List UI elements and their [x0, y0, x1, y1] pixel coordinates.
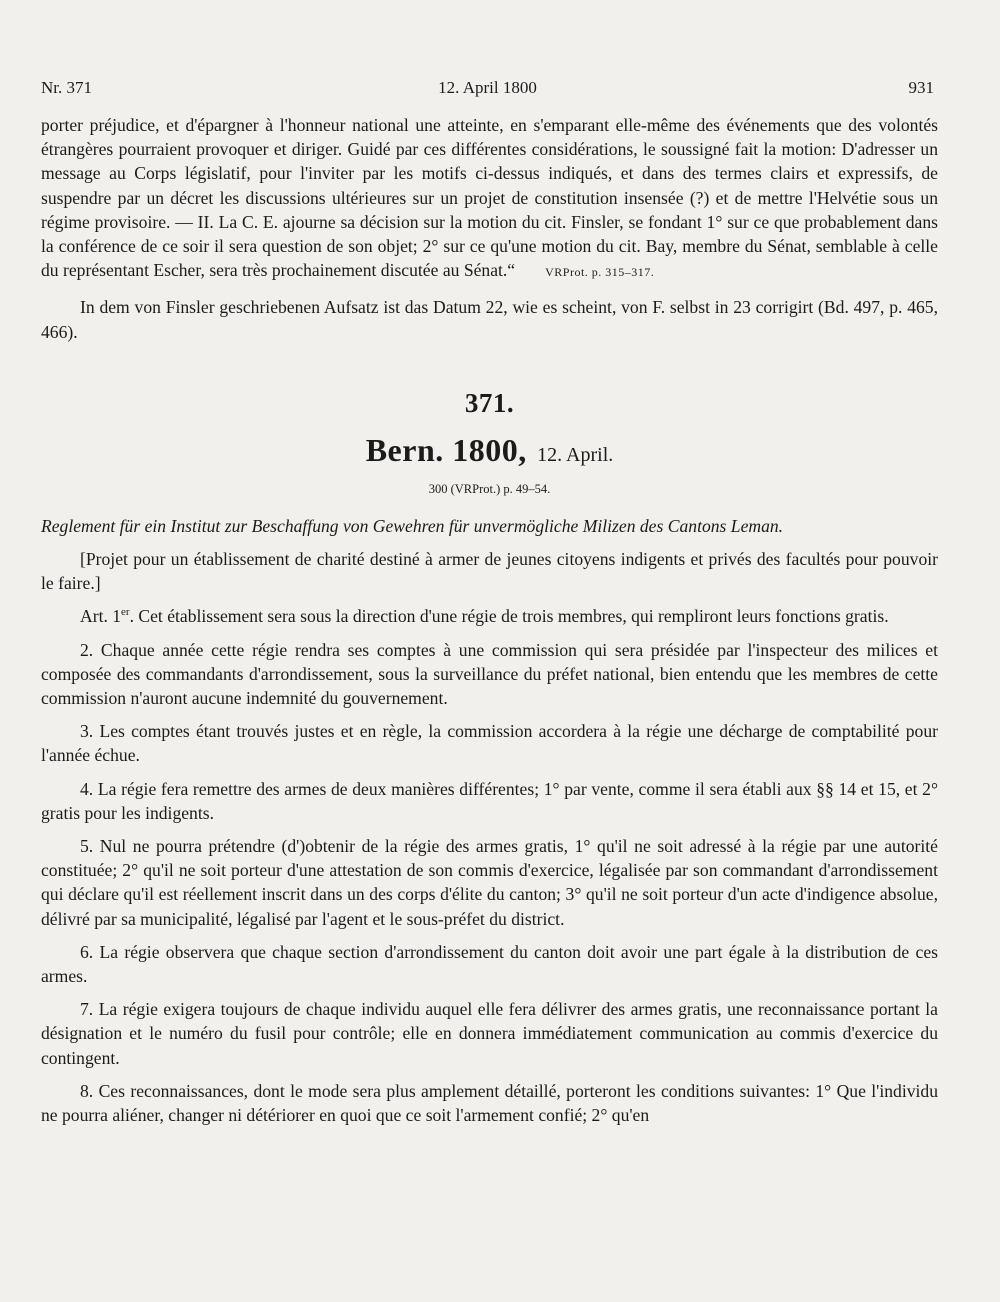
page-header	[41, 74, 934, 102]
article-7: 7. La régie exigera toujours de chaque individu auquel elle fera délivrer des armes gratis, une reconnaissance portant la désignation et le numéro du fusil pour contrôle; elle en donnera immédiatement communication au commis d'exercice du contingent.	[41, 999, 938, 1068]
continued-paragraph	[41, 113, 938, 284]
document-source: 300 (VRProt.) p. 49–54.	[428, 481, 551, 496]
document-place: Bern. 1800,	[365, 431, 527, 468]
article-3: 3. Les comptes étant trouvés justes et en règle, la commission accordera à la régie une décharge de comptabilité pour l'année échue.	[41, 721, 938, 766]
article-2: 2. Chaque année cette régie rendra ses comptes à une commission qui sera présidée par l'inspecteur des milices et composée des commandants d'arrondissement, sous la surveillance du préfet national, bien entendu que les membres de cette commission n'auront aucune indemnité du gouvernement.	[41, 639, 938, 709]
document-number-header: Nr. 371	[41, 78, 92, 97]
project-intro: [Projet pour un établissement de charité destiné à armer de jeunes citoyens indigents et privés des facultés pour pouvoir le faire.]	[41, 549, 938, 594]
date-header: 12. April 1800	[438, 78, 537, 97]
continued-paragraph-text: porter préjudice, et d'épargner à l'honneur national une atteinte, en s'emparant elle-même des événements que des volontés étrangères pourraient provoquer et diriger. Guidé par ces différentes considérations, le soussigné fait la motion: D'adresser un message au Corps législatif, pour l'inviter par les motifs ci-dessus indiqués, et dans des termes clairs et expressifs, de suspendre par un décret les discussions ultérieures sur un projet de constitution insensée (?) et de mettre l'Helvétie sous un régime provisoire. — II. La C. E. ajourne sa décision sur la motion du cit. Finsler, se fondant 1° sur ce que probablement dans la conférence de ce soir il sera question de son objet; 2° sur ce qu'une motion du cit. Bay, membre du Sénat, semblable à celle du représentant Escher, sera très prochainement discutée au Sénat.“	[41, 115, 938, 281]
document-number-heading: 371.	[464, 387, 515, 418]
article-5: 5. Nul ne pourra prétendre (d')obtenir de la régie des armes gratis, 1° qu'il ne soit adressé à la régie par une autorité constituée; 2° qu'il ne soit porteur d'une attestation de son commis d'exercice, légalisée par son commandant d'arrondissement qui déclare qu'il est réellement inscrit dans un des corps d'élite du canton; 3° qu'il ne soit porteur d'un acte d'indigence absolue, délivré par sa municipalité, légalisé par l'agent et le sous-préfet du district.	[41, 836, 938, 929]
editorial-note: In dem von Finsler geschriebenen Aufsatz ist das Datum 22, wie es scheint, von F. selbst in 23 corrigirt (Bd. 497, p. 465, 466).	[41, 297, 938, 342]
document-place-date	[41, 430, 938, 475]
article-1-prefix: Art. 1	[80, 606, 122, 627]
article-1	[41, 604, 938, 628]
article-1-superscript: er	[121, 606, 130, 619]
protocol-reference: VRProt. p. 315–317.	[545, 265, 655, 280]
document-date: 12. April.	[537, 443, 614, 466]
article-4: 4. La régie fera remettre des armes de deux manières différentes; 1° par vente, comme il sera établi aux §§ 14 et 15, et 2° gratis pour les indigents.	[41, 778, 938, 823]
article-8: 8. Ces reconnaissances, dont le mode sera plus amplement détaillé, porteront les conditions suivantes: 1° Que l'individu ne pourra aliéner, changer ni détériorer en quoi que ce soit l'armement confié; 2° qu'en	[41, 1080, 938, 1126]
article-6: 6. La régie observera que chaque section d'arrondissement du canton doit avoir une part égale à la distribution de ces armes.	[41, 941, 938, 987]
page-content	[41, 113, 938, 1127]
page-number: 931	[908, 78, 934, 97]
document-title: Reglement für ein Institut zur Beschaffung von Gewehren für unvermögliche Milizen des Cantons Leman.	[41, 515, 784, 536]
article-1-text: . Cet établissement sera sous la direction d'une régie de trois membres, qui rempliront leurs fonctions gratis.	[129, 606, 889, 627]
